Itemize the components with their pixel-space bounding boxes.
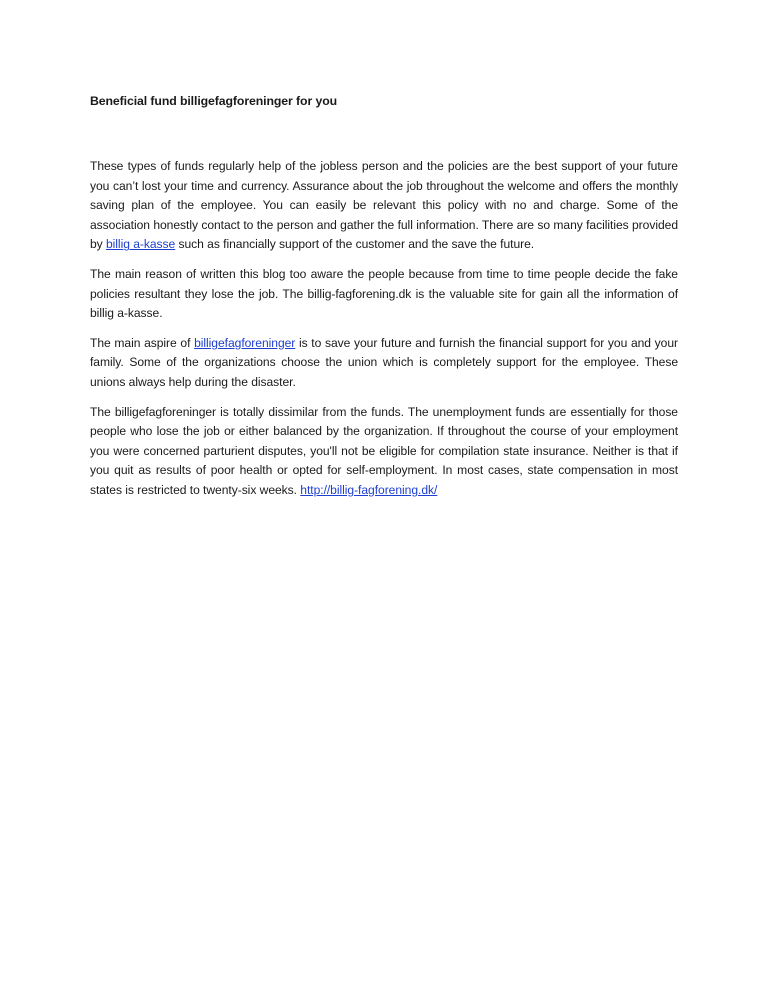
paragraph-3-text-before: The main aspire of	[90, 335, 195, 350]
paragraph-3	[90, 334, 678, 393]
billigefagforeninger-link[interactable]: billigefagforeninger	[194, 335, 296, 350]
paragraph-3-text-after: is to save your future and furnish the financial support for you and your family. Some of the organizations choose the union which is completely support for the employee. These unions always help during the disaster.	[90, 335, 678, 389]
paragraph-4	[90, 403, 678, 501]
billig-a-kasse-link[interactable]: billig a-kasse	[105, 237, 176, 252]
billig-fagforening-url-link[interactable]: http://billig-fagforening.dk/	[300, 482, 438, 497]
paragraph-4-text-before: The billigefagforeninger is totally dissimilar from the funds. The unemployment funds are essentially for those people who lose the job or either balanced by the organization. If throughout the course of your employment you were concerned parturient disputes, you'll not be eligible for compilation state insurance. Neither is that if you quit as results of poor health or opted for self-employment. In most cases, state compensation in most states is restricted to twenty-six weeks.	[90, 404, 678, 497]
document-page	[90, 92, 678, 511]
paragraph-1	[90, 157, 678, 255]
document-title: Beneficial fund billigefagforeninger for you	[90, 94, 338, 108]
paragraph-1-text-before: These types of funds regularly help of the jobless person and the policies are the best support of your future you can’t lost your time and currency. Assurance about the job throughout the welcome and offers the monthly saving plan of the employee. You can easily be relevant this policy with no and charge. Some of the association honestly contact to the person and gather the full information. There are so many facilities provided by	[90, 159, 678, 252]
paragraph-1-text-after: such as financially support of the customer and the save the future.	[175, 237, 535, 252]
paragraph-2: The main reason of written this blog too aware the people because from time to time people decide the fake policies resultant they lose the job. The billig-fagforening.dk is the valuable site for gain all the information of billig a-kasse.	[90, 266, 678, 321]
